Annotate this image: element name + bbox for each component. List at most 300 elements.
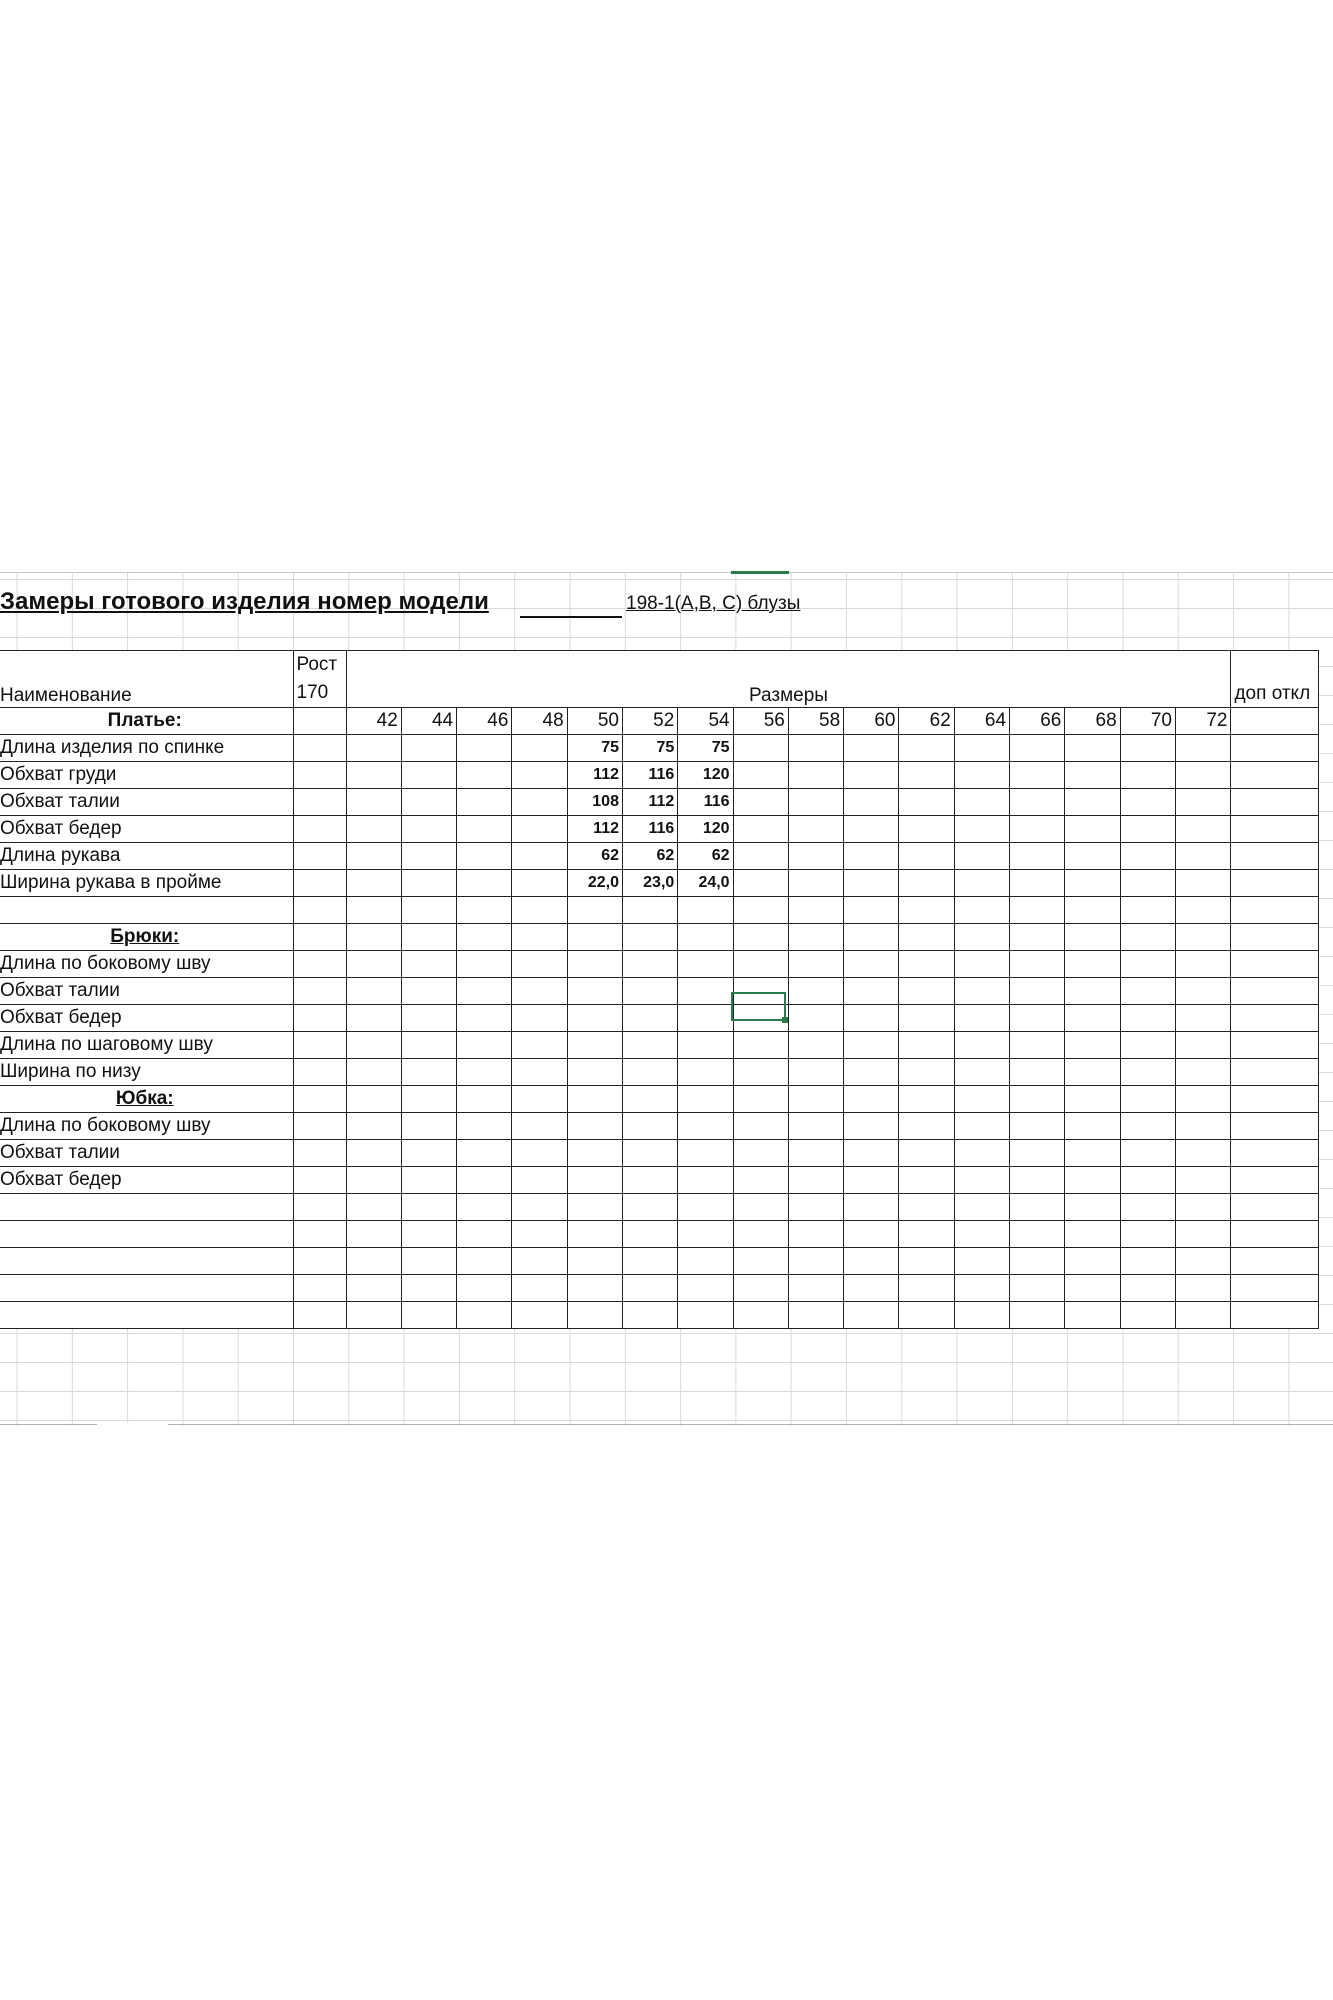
empty-cell[interactable] [899,762,954,789]
empty-cell[interactable] [457,1194,512,1221]
empty-cell[interactable] [788,762,843,789]
size-cell[interactable] [1120,1086,1175,1113]
extra-cell[interactable] [1231,1248,1319,1275]
empty-cell[interactable] [899,1167,954,1194]
size-cell[interactable] [954,1086,1009,1113]
empty-cell[interactable] [457,1167,512,1194]
empty-cell[interactable] [1175,789,1231,816]
empty-cell[interactable] [346,1248,401,1275]
size-cell[interactable] [733,924,788,951]
empty-cell[interactable] [678,1032,733,1059]
empty-cell[interactable] [733,870,788,897]
empty-cell[interactable] [733,1113,788,1140]
empty-cell[interactable] [512,816,567,843]
empty-cell[interactable] [1175,735,1231,762]
size-cell[interactable] [844,924,899,951]
empty-cell[interactable] [1065,1167,1120,1194]
size-cell[interactable] [1010,924,1065,951]
empty-cell[interactable] [899,1194,954,1221]
empty-cell[interactable] [346,978,401,1005]
empty-cell[interactable] [899,978,954,1005]
empty-cell[interactable] [401,762,456,789]
size-cell[interactable] [401,1086,456,1113]
rost-cell[interactable] [293,1302,346,1329]
empty-cell[interactable] [457,1221,512,1248]
empty-cell[interactable] [899,735,954,762]
size-cell[interactable] [844,1086,899,1113]
empty-cell[interactable] [899,1221,954,1248]
empty-cell[interactable] [512,1140,567,1167]
rost-cell[interactable] [293,1113,346,1140]
empty-cell[interactable] [401,1167,456,1194]
empty-cell[interactable] [1175,1059,1231,1086]
empty-cell[interactable] [678,1194,733,1221]
empty-cell[interactable] [844,1113,899,1140]
empty-cell[interactable] [1010,897,1065,924]
extra-cell[interactable] [1231,924,1319,951]
empty-cell[interactable] [844,1140,899,1167]
empty-cell[interactable] [1120,1194,1175,1221]
extra-cell[interactable] [1231,951,1319,978]
empty-cell[interactable] [512,1194,567,1221]
rost-cell[interactable] [293,1248,346,1275]
empty-cell[interactable] [567,978,622,1005]
empty-cell[interactable] [844,1302,899,1329]
empty-cell[interactable] [1120,1248,1175,1275]
extra-cell[interactable] [1231,789,1319,816]
size-cell[interactable] [1065,924,1120,951]
empty-cell[interactable] [844,789,899,816]
empty-cell[interactable] [457,897,512,924]
empty-cell[interactable] [788,951,843,978]
size-cell[interactable] [1175,1086,1231,1113]
rost-cell[interactable] [293,1275,346,1302]
empty-cell[interactable] [1175,843,1231,870]
size-cell[interactable] [512,924,567,951]
rost-cell[interactable] [293,1005,346,1032]
extra-cell[interactable] [1231,1194,1319,1221]
empty-cell[interactable] [1175,978,1231,1005]
empty-cell[interactable] [1065,1248,1120,1275]
empty-cell[interactable] [788,735,843,762]
empty-cell[interactable] [1010,951,1065,978]
empty-cell[interactable] [457,1248,512,1275]
extra-cell[interactable] [1231,1059,1319,1086]
empty-cell[interactable] [401,816,456,843]
empty-cell[interactable] [567,1194,622,1221]
rost-cell[interactable] [293,789,346,816]
empty-cell[interactable] [1120,1113,1175,1140]
empty-cell[interactable] [512,1302,567,1329]
empty-cell[interactable] [788,978,843,1005]
rost-cell[interactable] [293,1194,346,1221]
extra-cell[interactable] [1231,735,1319,762]
empty-cell[interactable] [512,735,567,762]
empty-cell[interactable] [1010,1221,1065,1248]
empty-cell[interactable] [1010,735,1065,762]
empty-cell[interactable] [788,1167,843,1194]
empty-cell[interactable] [1065,1140,1120,1167]
empty-cell[interactable] [401,978,456,1005]
rost-cell[interactable] [293,870,346,897]
value-cell-50[interactable]: 22,0 [567,870,622,897]
size-cell[interactable] [788,1086,843,1113]
empty-cell[interactable] [733,735,788,762]
empty-cell[interactable] [1010,816,1065,843]
empty-cell[interactable] [1120,1167,1175,1194]
empty-cell[interactable] [844,951,899,978]
empty-cell[interactable] [1010,1005,1065,1032]
empty-cell[interactable] [733,1248,788,1275]
extra-cell[interactable] [1231,1005,1319,1032]
empty-cell[interactable] [512,870,567,897]
empty-cell[interactable] [788,1140,843,1167]
empty-cell[interactable] [899,1113,954,1140]
empty-cell[interactable] [1010,1275,1065,1302]
rost-cell[interactable] [293,1032,346,1059]
size-cell[interactable] [401,924,456,951]
rost-cell[interactable] [293,735,346,762]
size-cell[interactable] [733,1086,788,1113]
empty-cell[interactable] [788,1194,843,1221]
empty-cell[interactable] [899,1032,954,1059]
empty-cell[interactable] [954,951,1009,978]
empty-cell[interactable] [733,897,788,924]
rost-cell[interactable] [293,843,346,870]
empty-cell[interactable] [622,1140,677,1167]
empty-cell[interactable] [954,816,1009,843]
empty-cell[interactable] [1120,1302,1175,1329]
empty-cell[interactable] [844,1059,899,1086]
empty-cell[interactable] [1010,1248,1065,1275]
extra-cell[interactable] [1231,816,1319,843]
empty-cell[interactable] [1010,1302,1065,1329]
empty-cell[interactable] [678,1140,733,1167]
empty-cell[interactable] [788,1302,843,1329]
empty-cell[interactable] [1065,897,1120,924]
empty-cell[interactable] [1010,1194,1065,1221]
empty-cell[interactable] [844,1221,899,1248]
size-cell[interactable] [346,1086,401,1113]
rost-cell[interactable] [293,1221,346,1248]
empty-cell[interactable] [457,1032,512,1059]
empty-cell[interactable] [954,1167,1009,1194]
empty-cell[interactable] [1065,789,1120,816]
empty-cell[interactable] [954,1302,1009,1329]
empty-cell[interactable] [622,897,677,924]
value-cell-52[interactable]: 112 [622,789,677,816]
empty-cell[interactable] [1065,951,1120,978]
extra-cell[interactable] [1231,1140,1319,1167]
value-cell-50[interactable]: 108 [567,789,622,816]
empty-cell[interactable] [401,1140,456,1167]
size-cell[interactable] [1175,924,1231,951]
rost-cell[interactable] [293,1167,346,1194]
empty-cell[interactable] [733,789,788,816]
empty-cell[interactable] [954,762,1009,789]
empty-cell[interactable] [1065,1275,1120,1302]
empty-cell[interactable] [622,1032,677,1059]
empty-cell[interactable] [1175,870,1231,897]
empty-cell[interactable] [788,1032,843,1059]
empty-cell[interactable] [622,1059,677,1086]
empty-cell[interactable] [401,1032,456,1059]
empty-cell[interactable] [788,816,843,843]
empty-cell[interactable] [512,843,567,870]
empty-cell[interactable] [1120,1275,1175,1302]
empty-cell[interactable] [512,1005,567,1032]
empty-cell[interactable] [1010,1113,1065,1140]
empty-cell[interactable] [678,1005,733,1032]
empty-cell[interactable] [733,1167,788,1194]
empty-cell[interactable] [401,1275,456,1302]
empty-cell[interactable] [1175,1032,1231,1059]
rost-cell[interactable] [293,951,346,978]
empty-cell[interactable] [899,1248,954,1275]
empty-cell[interactable] [1120,1032,1175,1059]
empty-cell[interactable] [1120,951,1175,978]
empty-cell[interactable] [1120,1059,1175,1086]
empty-cell[interactable] [1120,789,1175,816]
empty-cell[interactable] [622,1302,677,1329]
empty-cell[interactable] [788,1221,843,1248]
empty-cell[interactable] [844,1032,899,1059]
empty-cell[interactable] [401,897,456,924]
empty-cell[interactable] [512,789,567,816]
empty-cell[interactable] [844,1005,899,1032]
extra-cell[interactable] [1231,978,1319,1005]
empty-cell[interactable] [567,1113,622,1140]
empty-cell[interactable] [401,735,456,762]
empty-cell[interactable] [1010,1032,1065,1059]
empty-cell[interactable] [622,951,677,978]
empty-cell[interactable] [1065,1059,1120,1086]
size-cell[interactable] [1065,1086,1120,1113]
empty-cell[interactable] [733,762,788,789]
empty-cell[interactable] [899,870,954,897]
empty-cell[interactable] [1065,978,1120,1005]
size-cell[interactable] [346,924,401,951]
empty-cell[interactable] [954,1113,1009,1140]
empty-cell[interactable] [1065,816,1120,843]
empty-cell[interactable] [1120,1005,1175,1032]
empty-cell[interactable] [567,1302,622,1329]
empty-cell[interactable] [733,1275,788,1302]
empty-cell[interactable] [899,816,954,843]
empty-cell[interactable] [954,870,1009,897]
empty-cell[interactable] [346,1275,401,1302]
empty-cell[interactable] [954,1221,1009,1248]
value-cell-54[interactable]: 120 [678,762,733,789]
empty-cell[interactable] [844,735,899,762]
empty-cell[interactable] [567,1032,622,1059]
empty-cell[interactable] [401,1221,456,1248]
empty-cell[interactable] [346,1005,401,1032]
empty-cell[interactable] [844,978,899,1005]
value-cell-50[interactable]: 112 [567,762,622,789]
empty-cell[interactable] [844,897,899,924]
empty-cell[interactable] [457,951,512,978]
empty-cell[interactable] [401,870,456,897]
empty-cell[interactable] [567,1275,622,1302]
value-cell-54[interactable]: 116 [678,789,733,816]
empty-cell[interactable] [954,1032,1009,1059]
extra-cell[interactable] [1231,870,1319,897]
empty-cell[interactable] [346,897,401,924]
size-cell[interactable] [678,1086,733,1113]
empty-cell[interactable] [457,1302,512,1329]
empty-cell[interactable] [512,1275,567,1302]
empty-cell[interactable] [1120,1140,1175,1167]
empty-cell[interactable] [1175,762,1231,789]
empty-cell[interactable] [457,870,512,897]
empty-cell[interactable] [622,978,677,1005]
size-cell[interactable] [567,924,622,951]
empty-cell[interactable] [954,843,1009,870]
empty-cell[interactable] [457,1005,512,1032]
extra-cell[interactable] [1231,1086,1319,1113]
empty-cell[interactable] [401,1302,456,1329]
empty-cell[interactable] [567,1005,622,1032]
extra-cell[interactable] [1231,1275,1319,1302]
empty-cell[interactable] [899,951,954,978]
selected-cell[interactable] [731,992,786,1021]
extra-cell[interactable] [1231,1032,1319,1059]
empty-cell[interactable] [678,1059,733,1086]
empty-cell[interactable] [622,1167,677,1194]
empty-cell[interactable] [346,1302,401,1329]
empty-cell[interactable] [1120,870,1175,897]
value-cell-54[interactable]: 75 [678,735,733,762]
empty-cell[interactable] [1120,978,1175,1005]
empty-cell[interactable] [1175,951,1231,978]
empty-cell[interactable] [954,789,1009,816]
empty-cell[interactable] [1175,1140,1231,1167]
empty-cell[interactable] [844,843,899,870]
empty-cell[interactable] [788,1113,843,1140]
size-cell[interactable] [899,1086,954,1113]
empty-cell[interactable] [457,762,512,789]
empty-cell[interactable] [346,789,401,816]
empty-cell[interactable] [512,1113,567,1140]
empty-cell[interactable] [678,1302,733,1329]
empty-cell[interactable] [512,1032,567,1059]
empty-cell[interactable] [567,897,622,924]
empty-cell[interactable] [346,762,401,789]
empty-cell[interactable] [401,789,456,816]
empty-cell[interactable] [1175,1275,1231,1302]
empty-cell[interactable] [788,1275,843,1302]
value-cell-50[interactable]: 112 [567,816,622,843]
empty-cell[interactable] [788,1005,843,1032]
empty-cell[interactable] [678,978,733,1005]
empty-cell[interactable] [512,1167,567,1194]
extra-cell[interactable] [1231,708,1319,735]
empty-cell[interactable] [733,1059,788,1086]
empty-cell[interactable] [457,978,512,1005]
empty-cell[interactable] [954,1248,1009,1275]
empty-cell[interactable] [512,1059,567,1086]
empty-cell[interactable] [788,897,843,924]
value-cell-50[interactable]: 75 [567,735,622,762]
empty-cell[interactable] [457,843,512,870]
size-cell[interactable] [954,924,1009,951]
empty-cell[interactable] [954,1194,1009,1221]
empty-cell[interactable] [899,897,954,924]
empty-cell[interactable] [1175,1113,1231,1140]
empty-cell[interactable] [622,1194,677,1221]
empty-cell[interactable] [899,789,954,816]
empty-cell[interactable] [1010,978,1065,1005]
empty-cell[interactable] [788,789,843,816]
size-cell[interactable] [567,1086,622,1113]
size-cell[interactable] [899,924,954,951]
size-cell[interactable] [1010,1086,1065,1113]
empty-cell[interactable] [733,951,788,978]
empty-cell[interactable] [678,1113,733,1140]
empty-cell[interactable] [788,870,843,897]
extra-cell[interactable] [1231,897,1319,924]
empty-cell[interactable] [1010,762,1065,789]
empty-cell[interactable] [567,1140,622,1167]
empty-cell[interactable] [954,1005,1009,1032]
empty-cell[interactable] [1010,789,1065,816]
value-cell-54[interactable]: 62 [678,843,733,870]
empty-cell[interactable] [733,1302,788,1329]
empty-cell[interactable] [899,1005,954,1032]
empty-cell[interactable] [567,1059,622,1086]
size-cell[interactable] [788,924,843,951]
empty-cell[interactable] [512,951,567,978]
extra-cell[interactable] [1231,1113,1319,1140]
empty-cell[interactable] [1175,1194,1231,1221]
empty-cell[interactable] [678,951,733,978]
empty-cell[interactable] [1120,816,1175,843]
empty-cell[interactable] [622,1005,677,1032]
empty-cell[interactable] [567,1221,622,1248]
size-cell[interactable] [457,924,512,951]
empty-cell[interactable] [1065,762,1120,789]
empty-cell[interactable] [1010,843,1065,870]
empty-cell[interactable] [1175,1221,1231,1248]
extra-cell[interactable] [1231,843,1319,870]
empty-cell[interactable] [899,1059,954,1086]
empty-cell[interactable] [1010,1140,1065,1167]
empty-cell[interactable] [678,1275,733,1302]
empty-cell[interactable] [622,1113,677,1140]
size-cell[interactable] [1120,924,1175,951]
empty-cell[interactable] [1065,1221,1120,1248]
fill-handle[interactable] [782,1017,788,1023]
empty-cell[interactable] [567,1248,622,1275]
empty-cell[interactable] [1120,897,1175,924]
empty-cell[interactable] [512,1248,567,1275]
empty-cell[interactable] [346,1167,401,1194]
value-cell-52[interactable]: 23,0 [622,870,677,897]
empty-cell[interactable] [733,816,788,843]
size-cell[interactable] [622,924,677,951]
empty-cell[interactable] [899,1140,954,1167]
empty-cell[interactable] [1175,1248,1231,1275]
empty-cell[interactable] [1175,1005,1231,1032]
empty-cell[interactable] [733,1194,788,1221]
empty-cell[interactable] [512,762,567,789]
rost-cell[interactable] [293,762,346,789]
value-cell-52[interactable]: 62 [622,843,677,870]
empty-cell[interactable] [401,1248,456,1275]
value-cell-52[interactable]: 116 [622,762,677,789]
empty-cell[interactable] [457,1140,512,1167]
